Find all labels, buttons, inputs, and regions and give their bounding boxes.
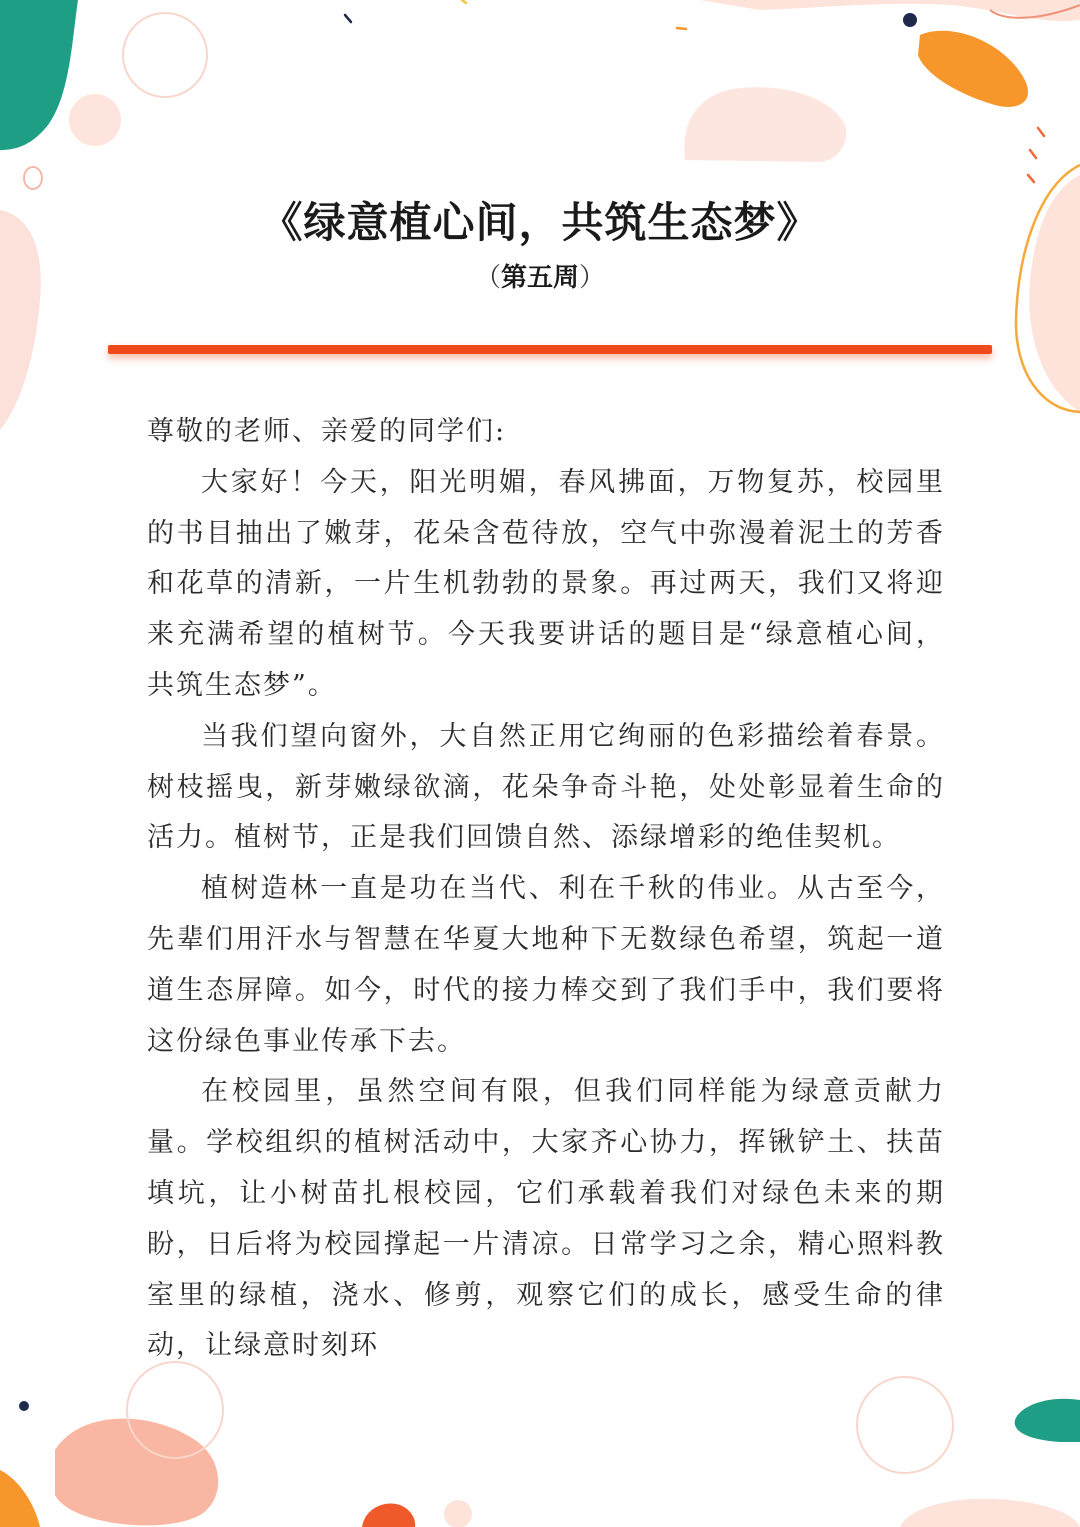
pink-circle-outline — [123, 13, 207, 97]
paragraph-4: 在校园里，虽然空间有限，但我们同样能为绿意贡献力量。学校组织的植树活动中，大家齐心协力，挥锹铲土、扶苗填坑，让小树苗扎根校园，它们承载着我们对绿色未来的期盼，日后将为校园撑起一片清凉。日常学习之余，精心照料教室里的绿植，浇水、修剪，观察它们的成长，感受生命的律动，让绿意时刻环 — [147, 1076, 945, 1362]
pink-blob-bottom-left — [55, 1419, 218, 1526]
teal-blob-bottom-right — [1015, 1399, 1080, 1442]
orange-dash-r3 — [1028, 175, 1034, 182]
speech-body — [147, 407, 945, 1372]
greeting: 尊敬的老师、亲爱的同学们: — [147, 416, 507, 447]
navy-dash — [345, 15, 351, 22]
teal-blob-top-left — [0, 0, 78, 150]
pink-dot-bottom — [444, 1500, 472, 1527]
orange-dash-r2 — [1030, 150, 1036, 158]
page-title: 《绿意植心间，共筑生态梦》 — [260, 198, 820, 247]
paragraph-1: 大家好！今天，阳光明媚，春风拂面，万物复苏，校园里的书目抽出了嫩芽，花朵含苞待放，空气中弥漫着泥土的芳香和花草的清新，一片生机勃勃的景象。再过两天，我们又将迎来充满希望的植树节。今天我要讲话的题目是“绿意植心间，共筑生态梦”。 — [147, 466, 945, 701]
orange-half-bottom — [362, 1504, 415, 1527]
pink-blob-bottom-right — [900, 1499, 1080, 1527]
yellow-dash — [462, 0, 466, 3]
subtitle-week: 第五周 — [500, 263, 579, 293]
subtitle-close-paren: ） — [579, 263, 606, 293]
subtitle-open-paren: （ — [474, 263, 501, 293]
small-ring — [24, 167, 42, 189]
page-subtitle — [0, 258, 1080, 298]
pink-ring-bottom-right — [857, 1377, 953, 1473]
pink-dot — [69, 94, 121, 146]
navy-dot-bottom — [19, 1401, 29, 1411]
title-divider — [108, 345, 992, 354]
pink-cloud-top — [684, 87, 846, 162]
orange-dash-r1 — [1038, 128, 1044, 136]
orange-blob — [918, 31, 1028, 107]
paragraph-2: 当我们望向窗外，大自然正用它绚丽的色彩描绘着春景。树枝摇曳，新芽嫩绿欲滴，花朵争奇斗艳，处处彰显着生命的活力。植树节，正是我们回馈自然、添绿增彩的绝佳契机。 — [147, 720, 945, 854]
orange-corner-bottom-left — [0, 1470, 40, 1527]
orange-dash — [677, 28, 686, 29]
navy-dot-top — [903, 13, 917, 27]
paragraph-3: 植树造林一直是功在当代、利在千秋的伟业。从古至今，先辈们用汗水与智慧在华夏大地种下无数绿色希望，筑起一道道生态屏障。如今，时代的接力棒交到了我们手中，我们要将这份绿色事业传承下去。 — [147, 873, 945, 1057]
